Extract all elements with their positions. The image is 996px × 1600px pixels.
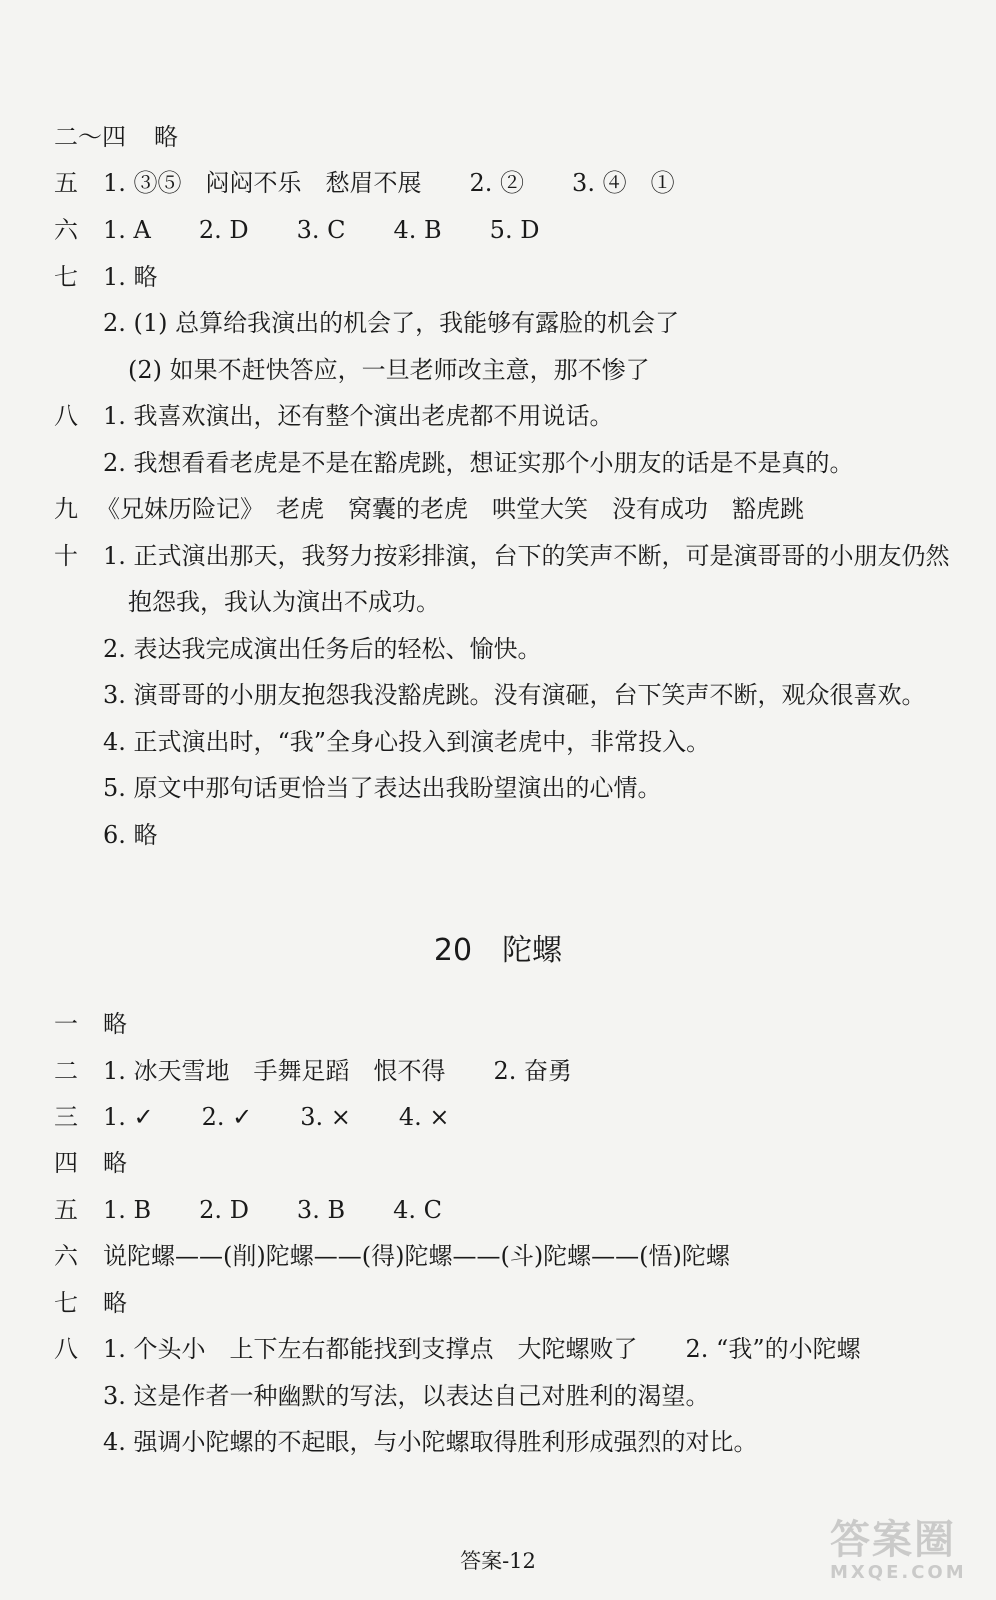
lesson-title: 20 陀螺 <box>433 933 563 968</box>
watermark-url: MXQE.COM <box>830 1562 967 1583</box>
answer-text: 4. 强调小陀螺的不起眼，与小陀螺取得胜利形成强烈的对比。 <box>103 1428 758 1456</box>
answer-text: 1. ✓ 2. ✓ 3. × 4. × <box>103 1103 450 1131</box>
page-number: 答案-12 <box>460 1549 536 1573</box>
answer-text: 1. 略 <box>103 263 158 291</box>
section-number: 十 <box>54 542 78 570</box>
answer-text: 1. A 2. D 3. C 4. B 5. D <box>103 216 540 244</box>
answer-text: 略 <box>103 1010 127 1038</box>
section-number: 二～四 <box>54 123 126 151</box>
answer-text: 1. 正式演出那天，我努力按彩排演，台下的笑声不断，可是演哥哥的小朋友仍然 <box>103 542 950 570</box>
answer-text: 1. B 2. D 3. B 4. C <box>103 1196 442 1224</box>
answer-text: 2. 表达我完成演出任务后的轻松、愉快。 <box>103 635 542 663</box>
answer-text: 2. (1) 总算给我演出的机会了，我能够有露脸的机会了 <box>103 309 680 337</box>
answer-text: 2. 我想看看老虎是不是在豁虎跳，想证实那个小朋友的话是不是真的。 <box>103 449 854 477</box>
answer-text: 说陀螺——(削)陀螺——(得)陀螺——(斗)陀螺——(悟)陀螺 <box>103 1242 730 1270</box>
section-number: 九 <box>54 495 78 523</box>
answer-text: 6. 略 <box>103 821 158 849</box>
section-number: 八 <box>54 402 78 430</box>
answer-text: 1. ③⑤ 闷闷不乐 愁眉不展 2. ② 3. ④ ① <box>103 169 675 197</box>
section-number: 六 <box>54 1242 78 1270</box>
section-number: 七 <box>54 1289 78 1317</box>
section-number: 七 <box>54 263 78 291</box>
section-number: 六 <box>54 216 78 244</box>
answer-text: 抱怨我，我认为演出不成功。 <box>128 588 440 616</box>
section-number: 五 <box>54 1196 78 1224</box>
answer-text: (2) 如果不赶快答应，一旦老师改主意，那不惨了 <box>128 356 650 384</box>
section-number: 八 <box>54 1335 78 1363</box>
section-number: 一 <box>54 1010 78 1038</box>
section-number: 五 <box>54 169 78 197</box>
answer-text: 1. 个头小 上下左右都能找到支撑点 大陀螺败了 2. “我”的小陀螺 <box>103 1335 861 1363</box>
watermark <box>830 1518 980 1588</box>
section-number: 二 <box>54 1057 78 1085</box>
watermark-logo-text: 答案圈 <box>830 1517 956 1563</box>
answer-text: 3. 演哥哥的小朋友抱怨我没豁虎跳。没有演砸，台下笑声不断，观众很喜欢。 <box>103 681 926 709</box>
answer-text: 略 <box>103 1149 127 1177</box>
answer-text: 略 <box>103 1289 127 1317</box>
answer-text: 4. 正式演出时，“我”全身心投入到演老虎中，非常投入。 <box>103 728 711 756</box>
answer-text: 3. 这是作者一种幽默的写法，以表达自己对胜利的渴望。 <box>103 1382 710 1410</box>
answer-text: 1. 我喜欢演出，还有整个演出老虎都不用说话。 <box>103 402 614 430</box>
answer-text: 5. 原文中那句话更恰当了表达出我盼望演出的心情。 <box>103 774 662 802</box>
section-number: 四 <box>54 1149 78 1177</box>
answer-text: 略 <box>154 123 178 151</box>
answer-text: 1. 冰天雪地 手舞足蹈 恨不得 2. 奋勇 <box>103 1057 573 1085</box>
answer-text: 《兄妹历险记》 老虎 窝囊的老虎 哄堂大笑 没有成功 豁虎跳 <box>96 495 804 523</box>
section-number: 三 <box>54 1103 78 1131</box>
